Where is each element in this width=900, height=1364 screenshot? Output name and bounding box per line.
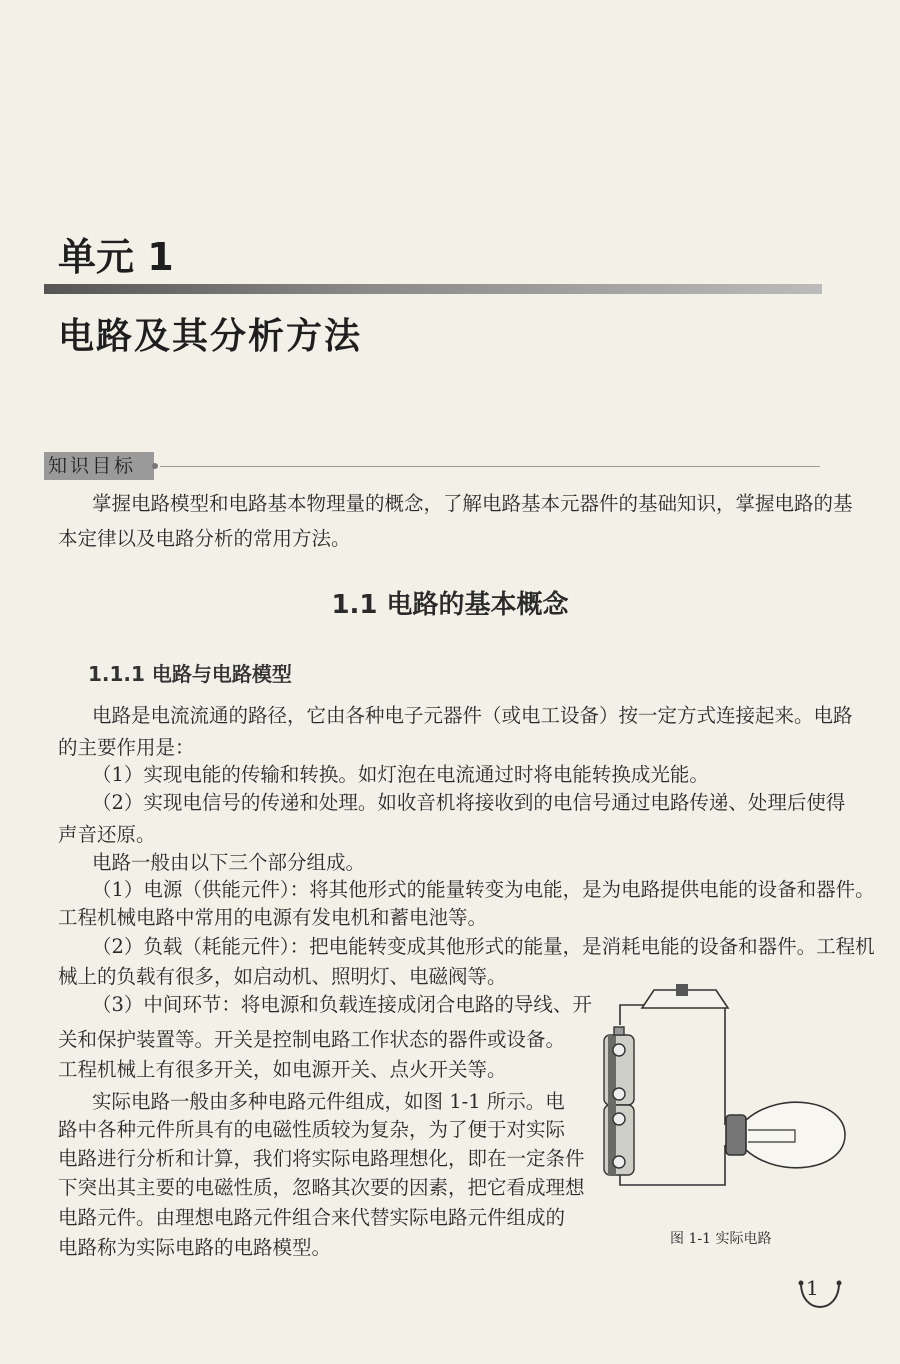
body-line: 电路进行分析和计算，我们将实际电路理想化，即在一定条件: [58, 1147, 585, 1170]
body-line: 电路一般由以下三个部分组成。: [92, 851, 366, 874]
body-line: （2）实现电信号的传递和处理。如收音机将接收到的电信号通过电路传递、处理后使得: [92, 791, 846, 814]
body-line: 械上的负载有很多，如启动机、照明灯、电磁阀等。: [58, 965, 507, 988]
unit-label: 单元 1: [58, 235, 174, 279]
page-number-ornament: [795, 1275, 845, 1315]
switch-icon: [642, 984, 728, 1008]
body-line: （1）电源（供能元件）：将其他形式的能量转变为电能，是为电路提供电能的设备和器件。: [92, 878, 875, 901]
objectives-line: 本定律以及电路分析的常用方法。: [58, 527, 351, 550]
objectives-line: 掌握电路模型和电路基本物理量的概念，了解电路基本元器件的基础知识，掌握电路的基: [92, 492, 853, 515]
battery-icon: [604, 1027, 634, 1175]
subsection-title: 1.1.1 电路与电路模型: [88, 662, 292, 686]
unit-divider-bar: [44, 284, 822, 294]
body-line: 工程机械上有很多开关，如电源开关、点火开关等。: [58, 1058, 507, 1081]
body-line: （1）实现电能的传输和转换。如灯泡在电流通过时将电能转换成光能。: [92, 763, 709, 786]
section-title: 1.1 电路的基本概念: [331, 590, 569, 620]
body-line: 工程机械电路中常用的电源有发电机和蓄电池等。: [58, 906, 488, 929]
body-line: 电路元件。由理想电路元件组合来代替实际电路元件组成的: [58, 1206, 566, 1229]
body-line: 电路是电流流通的路径，它由各种电子元器件（或电工设备）按一定方式连接起来。电路: [92, 704, 853, 727]
chapter-title: 电路及其分析方法: [58, 316, 363, 357]
body-line: 声音还原。: [58, 823, 156, 846]
body-line: 关和保护装置等。开关是控制电路工作状态的器件或设备。: [58, 1028, 566, 1051]
objectives-heading: 知识目标: [44, 452, 154, 480]
body-line: 实际电路一般由多种电路元件组成，如图 1-1 所示。电: [92, 1090, 565, 1113]
objectives-rule: [160, 466, 820, 467]
objectives-dot: [152, 463, 158, 469]
body-line: （2）负载（耗能元件）：把电能转变成其他形式的能量，是消耗电能的设备和器件。工程机: [92, 935, 875, 958]
page-number: 1: [806, 1276, 819, 1300]
body-line: 下突出其主要的电磁性质，忽略其次要的因素，把它看成理想: [58, 1176, 585, 1199]
body-line: 的主要作用是：: [58, 736, 195, 759]
body-line: 电路称为实际电路的电路模型。: [58, 1236, 332, 1259]
light-bulb-icon: [726, 1102, 845, 1168]
figure-caption: 图 1-1 实际电路: [670, 1231, 772, 1247]
wire-loop: [620, 1005, 725, 1185]
body-line: 路中各种元件所具有的电磁性质较为复杂，为了便于对实际: [58, 1118, 566, 1141]
body-line: （3）中间环节：将电源和负载连接成闭合电路的导线、开: [92, 993, 592, 1016]
circuit-figure: [590, 980, 870, 1220]
